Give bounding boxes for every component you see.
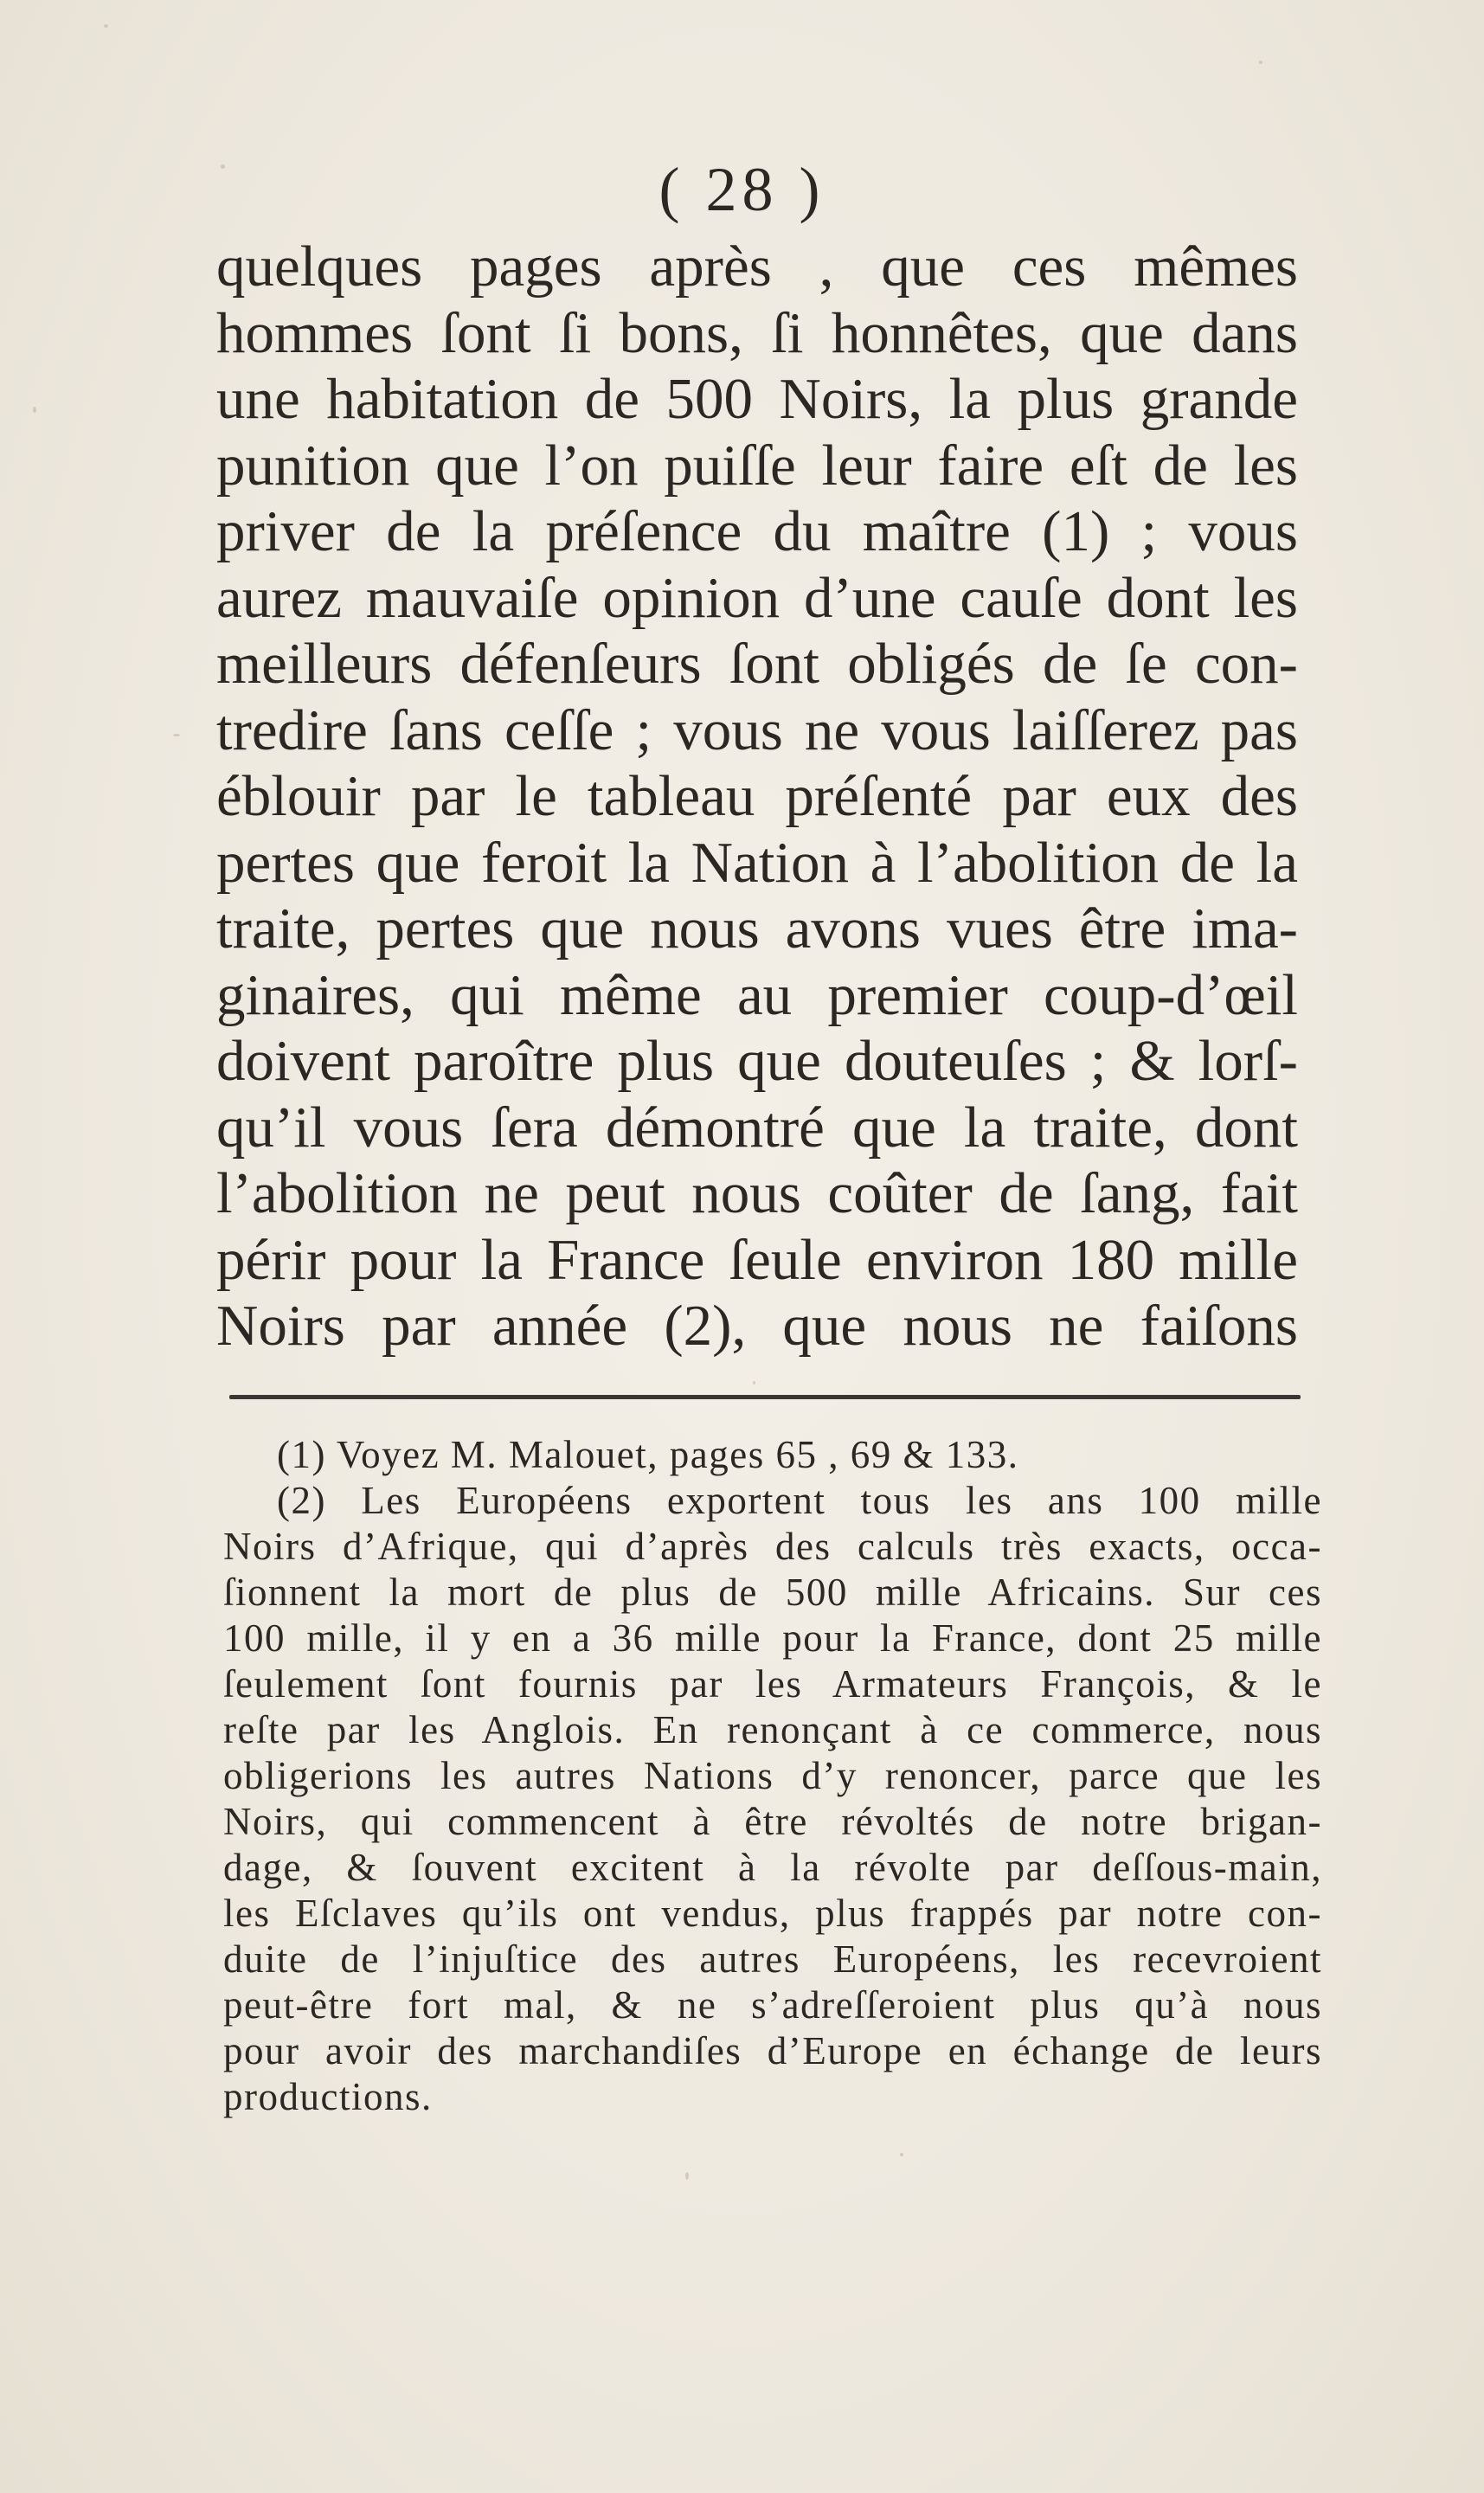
text-line: éblouir par le tableau préſenté par eux des: [216, 764, 1298, 828]
text-line: quelques pages après , que ces mêmes: [216, 235, 1298, 299]
footnote-2-line: obligerions les autres Nations d’y renoncer, parce que les: [223, 1754, 1322, 1797]
footnote-2-line: dage, & ſouvent excitent à la révolte par deſſous-main,: [223, 1846, 1322, 1889]
footnote-1: (1) Voyez M. Malouet, pages 65 , 69 & 133.: [277, 1433, 1019, 1476]
text-line: hommes ſont ſi bons, ſi honnêtes, que dans: [216, 300, 1298, 365]
footnote-2-line: (2) Les Européens exportent tous les ans 100 mille: [277, 1479, 1322, 1522]
paper-speck: [1259, 61, 1262, 64]
text-line: l’abolition ne peut nous coûter de ſang, fait: [216, 1161, 1298, 1225]
main-text: [216, 234, 1298, 1359]
footnote-2-line: productions.: [223, 2075, 433, 2118]
paper-speck: [104, 24, 108, 28]
footnote-2-line: reſte par les Anglois. En renonçant à ce commerce, nous: [223, 1708, 1322, 1751]
text-line: pertes que feroit la Nation à l’abolition de la: [216, 830, 1298, 895]
text-line: priver de la préſence du maître (1) ; vous: [216, 499, 1298, 563]
paper-speck: [900, 2153, 903, 2156]
paper-speck: [685, 2172, 689, 2180]
text-line: une habitation de 500 Noirs, la plus grande: [216, 367, 1298, 431]
footnote-2-line: duite de l’injuſtice des autres Européens, les recevroient: [223, 1937, 1322, 1981]
footnote-2-line: Noirs d’Afrique, qui d’après des calculs très exacts, occa-: [223, 1525, 1322, 1568]
text-line: périr pour la France ſeule environ 180 mille: [216, 1227, 1298, 1292]
footnote-2-line: Noirs, qui commencent à être révoltés de notre brigan-: [223, 1800, 1322, 1843]
text-line: doivent paroître plus que douteuſes ; & lorſ-: [216, 1029, 1298, 1093]
paper-speck: [753, 1381, 755, 1385]
paper-speck: [173, 734, 180, 736]
footnote-2-line: ſionnent la mort de plus de 500 mille Africains. Sur ces: [223, 1571, 1322, 1614]
footnote-divider: [229, 1395, 1301, 1399]
text-line: traite, pertes que nous avons vues être ima-: [216, 896, 1298, 961]
text-line: qu’il vous ſera démontré que la traite, dont: [216, 1095, 1298, 1160]
footnote-2-line: les Eſclaves qu’ils ont vendus, plus frappés par notre con-: [223, 1892, 1322, 1935]
page-number: ( 28 ): [658, 155, 826, 224]
footnote-2-line: peut-être fort mal, & ne s’adreſſeroient plus qu’à nous: [223, 1983, 1322, 2027]
footnotes: [223, 1432, 1322, 2120]
paper-speck: [33, 407, 36, 413]
text-line: Noirs par année (2), que nous ne faiſons: [216, 1294, 1298, 1358]
text-line: meilleurs défenſeurs ſont obligés de ſe con-: [216, 632, 1298, 696]
footnote-2-line: ſeulement ſont fournis par les Armateurs François, & le: [223, 1662, 1322, 1706]
text-line: punition que l’on puiſſe leur faire eſt de les: [216, 433, 1298, 498]
footnote-2-line: pour avoir des marchandiſes d’Europe en échange de leurs: [223, 2029, 1322, 2072]
text-line: aurez mauvaiſe opinion d’une cauſe dont les: [216, 565, 1298, 630]
text-line: tredire ſans ceſſe ; vous ne vous laiſſerez pas: [216, 697, 1298, 762]
footnote-2-line: 100 mille, il y en a 36 mille pour la France, dont 25 mille: [223, 1616, 1322, 1660]
text-line: ginaires, qui même au premier coup-d’œil: [216, 962, 1298, 1027]
